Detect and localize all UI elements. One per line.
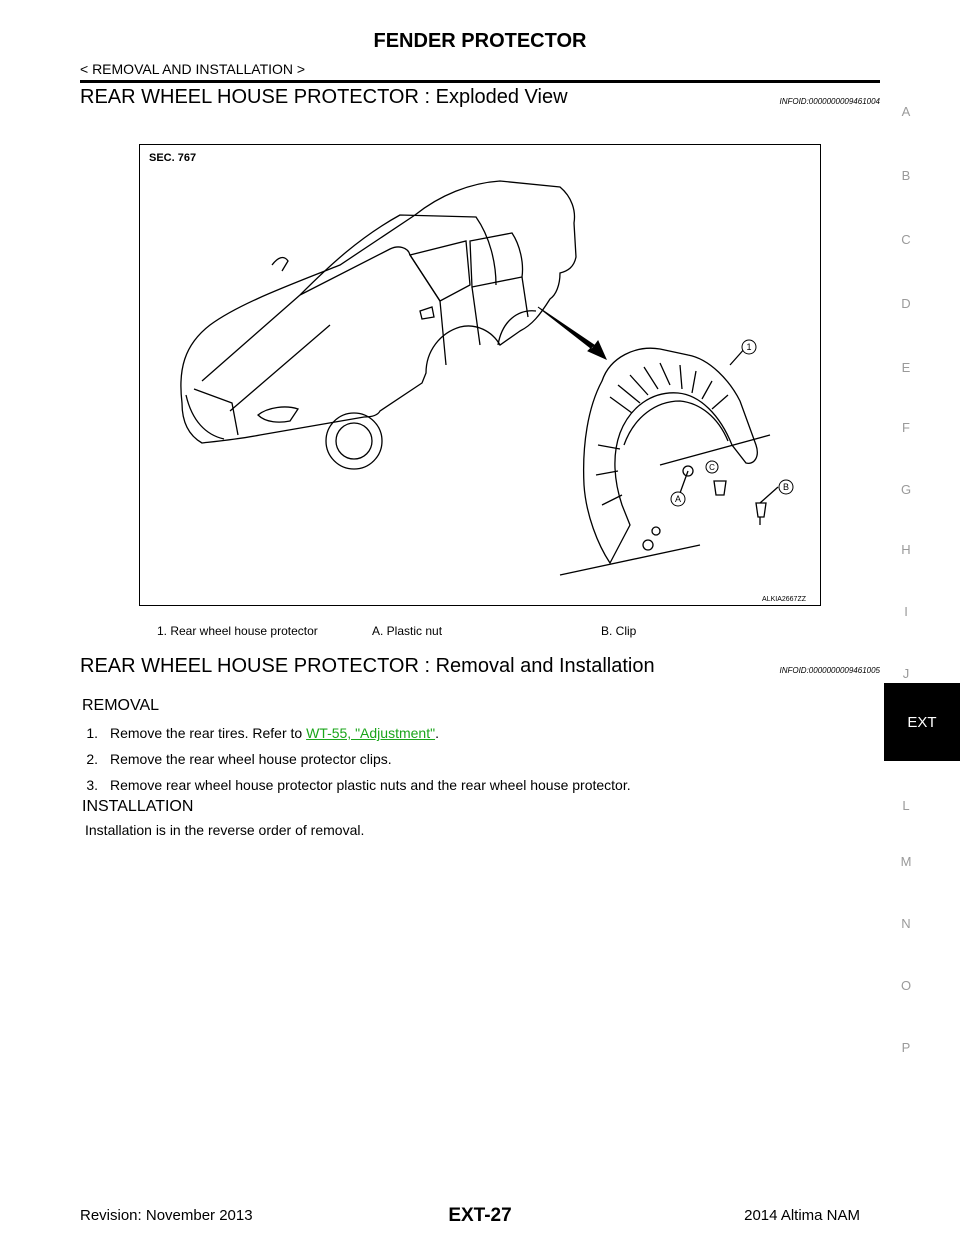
side-index-letter[interactable]: P bbox=[901, 1040, 911, 1055]
car-front-wheel-inner bbox=[336, 423, 372, 459]
car-door-line bbox=[440, 277, 528, 365]
callout-1: 1 bbox=[746, 342, 752, 352]
callout-a: A bbox=[674, 494, 682, 504]
side-index-letter[interactable]: D bbox=[901, 296, 911, 311]
side-index-letter[interactable]: B bbox=[901, 168, 911, 183]
step-text: Remove the rear wheel house protector clips. bbox=[110, 751, 392, 767]
car-headlight bbox=[258, 407, 298, 422]
side-index-tab-ext[interactable]: EXT bbox=[884, 683, 960, 761]
removal-heading: REMOVAL bbox=[82, 697, 160, 714]
step-text: Remove the rear tires. Refer to WT-55, "Adjustment". bbox=[110, 725, 439, 741]
car-mirror bbox=[420, 307, 434, 319]
step-number: 3. bbox=[86, 777, 98, 793]
car-hood-line bbox=[202, 295, 330, 411]
leader-lines bbox=[680, 347, 778, 503]
side-index-letter[interactable]: A bbox=[901, 104, 911, 119]
callout-b: B bbox=[782, 482, 790, 492]
clip-b bbox=[756, 503, 766, 525]
car-outline bbox=[181, 181, 576, 443]
car-antenna bbox=[272, 258, 288, 271]
side-index-letter[interactable]: O bbox=[900, 978, 912, 993]
car-front-wheel bbox=[326, 413, 382, 469]
protector-ribs bbox=[596, 363, 728, 505]
side-index-letter[interactable]: L bbox=[902, 798, 910, 813]
side-index-letter[interactable]: H bbox=[901, 542, 911, 557]
installation-heading: INSTALLATION bbox=[82, 798, 194, 815]
protector-outline bbox=[584, 348, 758, 563]
side-index-letter[interactable]: N bbox=[901, 916, 911, 931]
section-heading-exploded-view: REAR WHEEL HOUSE PROTECTOR : Exploded View bbox=[80, 86, 568, 108]
side-index-letter[interactable]: M bbox=[900, 854, 912, 869]
installation-text: Installation is in the reverse order of removal. bbox=[85, 822, 365, 838]
exploded-view-figure bbox=[139, 144, 821, 606]
section-heading-removal-installation: REAR WHEEL HOUSE PROTECTOR : Removal and Installation bbox=[80, 655, 655, 677]
pointer-arrow bbox=[538, 307, 606, 359]
legend-item: 1. Rear wheel house protector bbox=[157, 624, 318, 638]
footer-revision: Revision: November 2013 bbox=[80, 1207, 253, 1224]
footer-page-number: EXT-27 bbox=[448, 1205, 512, 1226]
breadcrumb: < REMOVAL AND INSTALLATION > bbox=[80, 61, 306, 77]
car-side-window bbox=[410, 241, 470, 301]
car-rear-wheel-arch bbox=[498, 311, 536, 345]
info-id: INFOID:0000000009461005 bbox=[779, 666, 880, 675]
exploded-view-drawing bbox=[140, 145, 819, 604]
clip-2 bbox=[714, 481, 726, 495]
car-grille bbox=[186, 389, 238, 439]
step-number: 2. bbox=[86, 751, 98, 767]
step-item bbox=[82, 725, 439, 741]
protector-center-lines bbox=[560, 435, 770, 575]
step-item bbox=[82, 751, 392, 767]
header-divider bbox=[80, 80, 880, 83]
image-code: ALKIA2667ZZ bbox=[762, 596, 806, 603]
step-number: 1. bbox=[86, 725, 98, 741]
legend-item: B. Clip bbox=[601, 624, 637, 638]
page-title: FENDER PROTECTOR bbox=[373, 30, 587, 52]
side-index-letter[interactable]: F bbox=[902, 420, 910, 435]
callout-c: C bbox=[709, 463, 715, 472]
reference-link[interactable]: WT-55, "Adjustment" bbox=[306, 725, 436, 741]
plastic-nut-2 bbox=[643, 540, 653, 550]
section-code: SEC. 767 bbox=[149, 152, 197, 164]
legend-item: A. Plastic nut bbox=[372, 624, 443, 638]
footer-model: 2014 Altima NAM bbox=[744, 1207, 860, 1224]
side-index-letter[interactable]: G bbox=[900, 482, 912, 497]
protector-inner-arc bbox=[624, 401, 728, 445]
step-text: Remove rear wheel house protector plastic nuts and the rear wheel house protector. bbox=[110, 777, 631, 793]
side-index-letter[interactable]: J bbox=[902, 666, 910, 681]
info-id: INFOID:0000000009461004 bbox=[779, 97, 880, 106]
side-index-letter[interactable]: E bbox=[901, 360, 911, 375]
side-index-letter[interactable]: I bbox=[904, 604, 908, 619]
plastic-nut-3 bbox=[652, 527, 660, 535]
step-item bbox=[82, 777, 631, 793]
side-index-letter[interactable]: C bbox=[901, 232, 911, 247]
